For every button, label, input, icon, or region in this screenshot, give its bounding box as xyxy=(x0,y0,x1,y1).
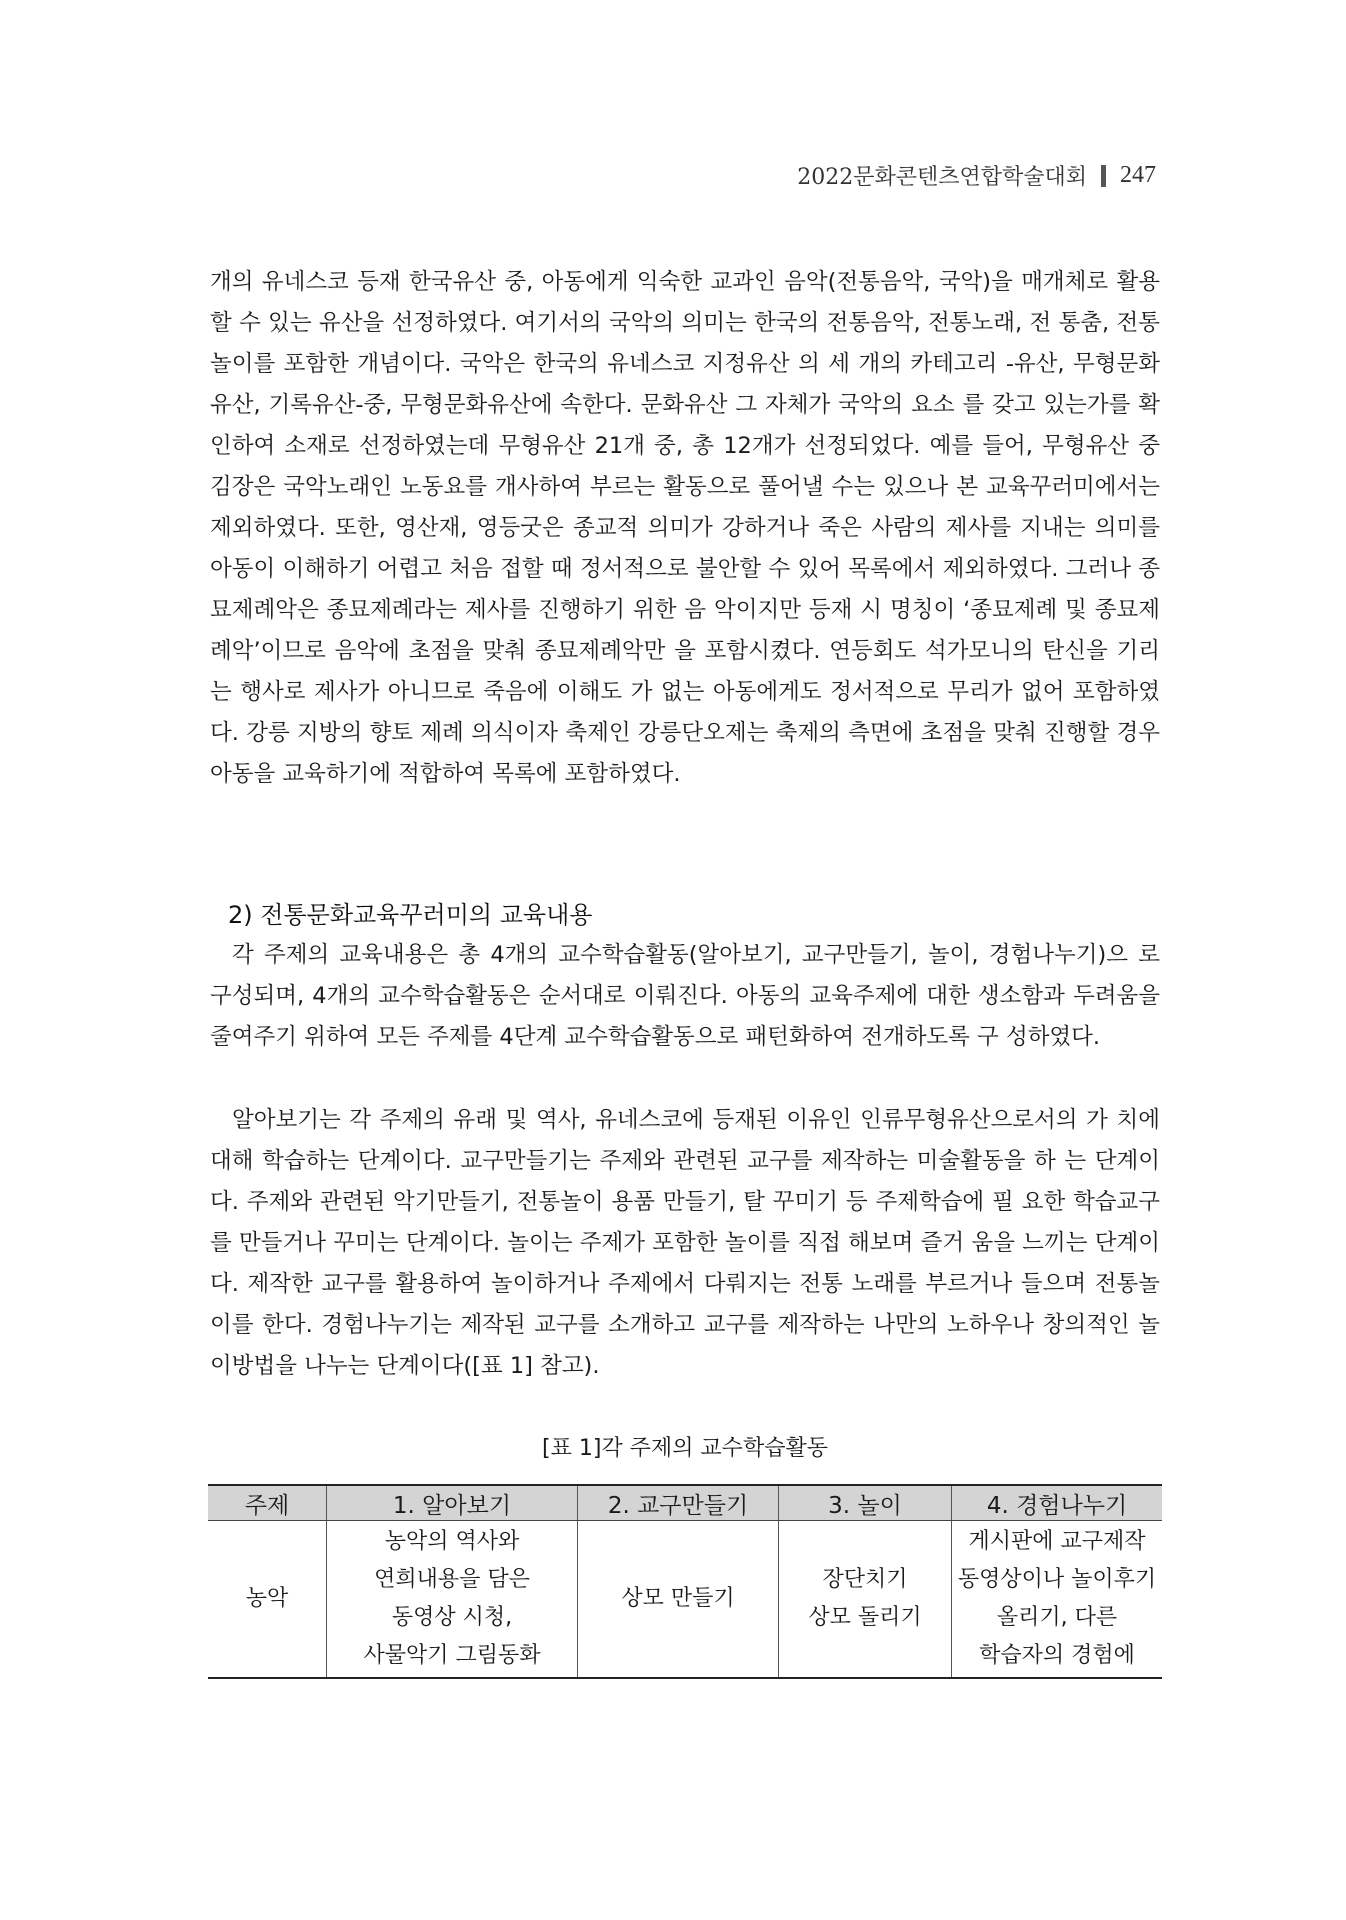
cell-line: 동영상이나 놀이후기 xyxy=(957,1567,1157,1592)
text-line: 죽은 사람의 제사를 지내는 의미를 아동이 이해하기 어렵고 처음 접할 때 정서적으로 불안할 xyxy=(210,515,1160,582)
cell-line: 장단치기 xyxy=(822,1567,908,1592)
cell-learn xyxy=(327,1521,578,1679)
paragraph-3 xyxy=(210,1100,1160,1387)
running-title: 2022문화콘텐츠연합학술대회 xyxy=(797,165,1087,190)
text-line: 개의 유네스코 등재 한국유산 중, 아동에게 익숙한 교과인 음악(전통음악, 국악)을 매개체로 xyxy=(210,269,1109,295)
cell-share xyxy=(952,1521,1163,1679)
text-line: 목록에 포함하였다. xyxy=(492,761,681,787)
header-make: 2. 교구만들기 xyxy=(578,1485,779,1521)
activities-table xyxy=(208,1484,1162,1679)
text-line: 축제인 강릉단오제는 축제의 측면에 초점을 맞춰 진행할 경우 아동을 교육하기에 적합하여 xyxy=(210,720,1160,787)
text-line: 움을 느끼는 단계이다. 제작한 교구를 활용하여 놀이하거나 주제에서 다뤄지는 전통 노래를 xyxy=(210,1230,1161,1297)
cell-line: 연희내용을 담은 xyxy=(374,1567,530,1592)
text-line: 악이지만 등재 시 명칭이 ‘종묘제례 및 종묘제례악’이므로 음악에 초점을 맞춰 종묘제례악만 xyxy=(210,597,1160,664)
cell-line: 게시판에 교구제작 xyxy=(968,1529,1146,1554)
text-line: 통춤, 전통놀이를 포함한 개념이다. 국악은 한국의 유네스코 지정유산 의 세 개의 카테고리 xyxy=(210,310,1160,377)
text-line: 부르거나 들으며 전통놀이를 한다. 경험나누기는 제작된 교구를 소개하고 교구를 제작하는 xyxy=(210,1271,1160,1338)
cell-line: 사물악기 그림동화 xyxy=(363,1643,541,1668)
cell-play xyxy=(779,1521,952,1679)
paragraph-2 xyxy=(210,935,1160,1058)
text-line: 나만의 노하우나 창의적인 놀이방법을 나누는 단계이다([표 1] 참고). xyxy=(210,1312,1160,1379)
text-line: 을 포함시켰다. 연등회도 석가모니의 탄신을 기리는 행사로 제사가 아니므로 죽음에 이해도 xyxy=(210,638,1160,705)
header-subject: 주제 xyxy=(208,1485,327,1521)
cell-line: 동영상 시청, xyxy=(391,1605,513,1630)
text-line: 요한 학습교구를 만들거나 꾸미는 단계이다. 놀이는 주제가 포함한 놀이를 직접 해보며 즐거 xyxy=(210,1189,1161,1256)
paragraph-1 xyxy=(210,262,1160,795)
text-line: 는 단계이다. 주제와 관련된 악기만들기, 전통놀이 용품 만들기, 탈 꾸미기 등 주제학습에 필 xyxy=(210,1148,1160,1215)
text-line: 성하였다. xyxy=(1005,1024,1101,1050)
text-line: 활용할 수 있는 유산을 선정하였다. 여기서의 국악의 의미는 한국의 전통음악, 전통노래, 전 xyxy=(210,269,1161,336)
header-separator xyxy=(1101,165,1106,187)
cell-line: 학습자의 경험에 xyxy=(979,1643,1135,1668)
text-line: 수 있어 목록에서 제외하였다. 그러나 종묘제례악은 종묘제례라는 제사를 진행하기 위한 음 xyxy=(210,556,1160,623)
text-line: 각 주제의 교육내용은 총 4개의 교수학습활동(알아보기, 교구만들기, 놀이, 경험나누기)으 xyxy=(232,942,1128,968)
text-line: 있으나 본 교육꾸러미에서는 제외하였다. 또한, 영산재, 영등굿은 종교적 의미가 강하거나 xyxy=(210,474,1160,541)
cell-line: 상모 만들기 xyxy=(621,1586,735,1611)
text-line: 를 갖고 있는가를 확인하여 소재로 선정하였는데 무형유산 21개 중, 총 12개가 선정되었다. xyxy=(210,392,1161,459)
section-heading: 2) 전통문화교육꾸러미의 교육내용 xyxy=(228,901,593,929)
running-header xyxy=(797,160,1156,191)
header-play: 3. 놀이 xyxy=(779,1485,952,1521)
cell-line: 올리기, 다른 xyxy=(996,1605,1118,1630)
cell-line: 농악의 역사와 xyxy=(384,1529,520,1554)
page-number: 247 xyxy=(1120,162,1156,188)
cell-line: 상모 돌리기 xyxy=(808,1605,922,1630)
cell-subject: 농악 xyxy=(208,1521,327,1679)
text-line: 치에 대해 학습하는 단계이다. 교구만들기는 주제와 관련된 교구를 제작하는 미술활동을 하 xyxy=(210,1107,1161,1174)
text-line: 예를 들어, 무형유산 중 김장은 국악노래인 노동요를 개사하여 부르는 활동으로 풀어낼 수는 xyxy=(210,433,1160,500)
cell-make xyxy=(578,1521,779,1679)
text-line: 로 구성되며, 4개의 교수학습활동은 순서대로 이뤄진다. 아동의 교육주제에 대한 생소함과 xyxy=(210,942,1160,1009)
text-line: 알아보기는 각 주제의 유래 및 역사, 유네스코에 등재된 이유인 인류무형유산으로서의 가 xyxy=(232,1107,1108,1133)
text-line: 두려움을 줄여주기 위하여 모든 주제를 4단계 교수학습활동으로 패턴화하여 전개하도록 구 xyxy=(210,983,1161,1050)
table-caption: [표 1]각 주제의 교수학습활동 xyxy=(542,1436,828,1461)
header-learn: 1. 알아보기 xyxy=(327,1485,578,1521)
text-line: 가 없는 아동에게도 정서적으로 무리가 없어 포함하였다. 강릉 지방의 향토 제례 의식이자 xyxy=(210,679,1160,746)
table-header-row xyxy=(208,1485,1162,1521)
header-share: 4. 경험나누기 xyxy=(952,1485,1163,1521)
table-row xyxy=(208,1521,1162,1679)
text-line: -유산, 무형문화유산, 기록유산-중, 무형문화유산에 속한다. 문화유산 그 자체가 국악의 요소 xyxy=(210,351,1160,418)
